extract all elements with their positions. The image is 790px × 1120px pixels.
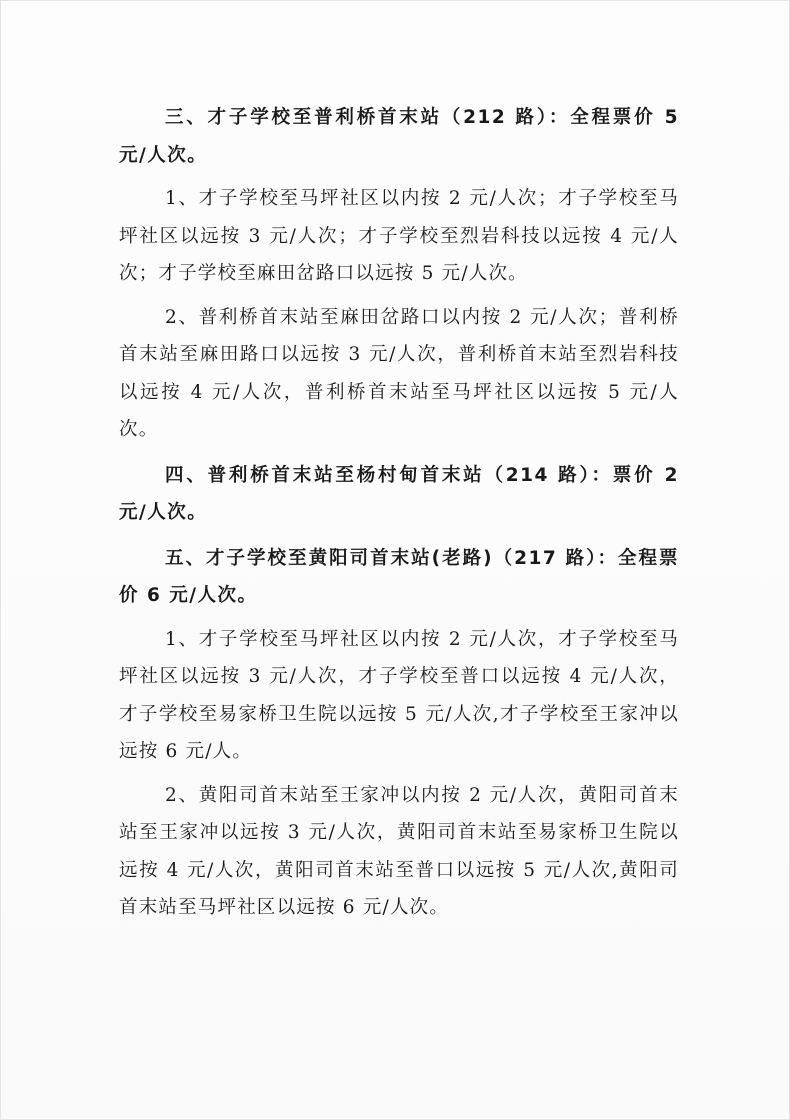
section-3-item-2: 2、普利桥首末站至麻田岔路口以内按 2 元/人次；普利桥首末站至麻田路口以远按 3 元/人次，普利桥首末站至烈岩科技以远按 4 元/人次，普利桥首末站至马坪社区以远按 5 元/人次。 (119, 306, 679, 440)
section-5-item-1: 1、才子学校至马坪社区以内按 2 元/人次，才子学校至马坪社区以远按 3 元/人次，才子学校至普口以远按 4 元/人次，才子学校至易家桥卫生院以远按 5 元/人次,才子学校至王家冲以远按 6 元/人。 (119, 628, 679, 762)
section-5-heading: 五、才子学校至黄阳司首末站(老路)（217 路）：全程票价 6 元/人次。 (119, 547, 679, 606)
section-5-item-2: 2、黄阳司首末站至王家冲以内按 2 元/人次，黄阳司首末站至王家冲以远按 3 元/人次，黄阳司首末站至易家桥卫生院以远按 4 元/人次，黄阳司首末站至普口以远按 5 元/人次,黄阳司首末站至马坪社区以远按 6 元/人次。 (119, 784, 679, 918)
section-4-heading: 四、普利桥首末站至杨村甸首末站（214 路）：票价 2 元/人次。 (119, 464, 679, 523)
document-body (119, 99, 679, 927)
section-3-heading: 三、才子学校至普利桥首末站（212 路）：全程票价 5 元/人次。 (119, 107, 679, 166)
section-3-item-1: 1、才子学校至马坪社区以内按 2 元/人次；才子学校至马坪社区以远按 3 元/人次；才子学校至烈岩科技以远按 4 元/人次；才子学校至麻田岔路口以远按 5 元/人次。 (119, 188, 679, 284)
